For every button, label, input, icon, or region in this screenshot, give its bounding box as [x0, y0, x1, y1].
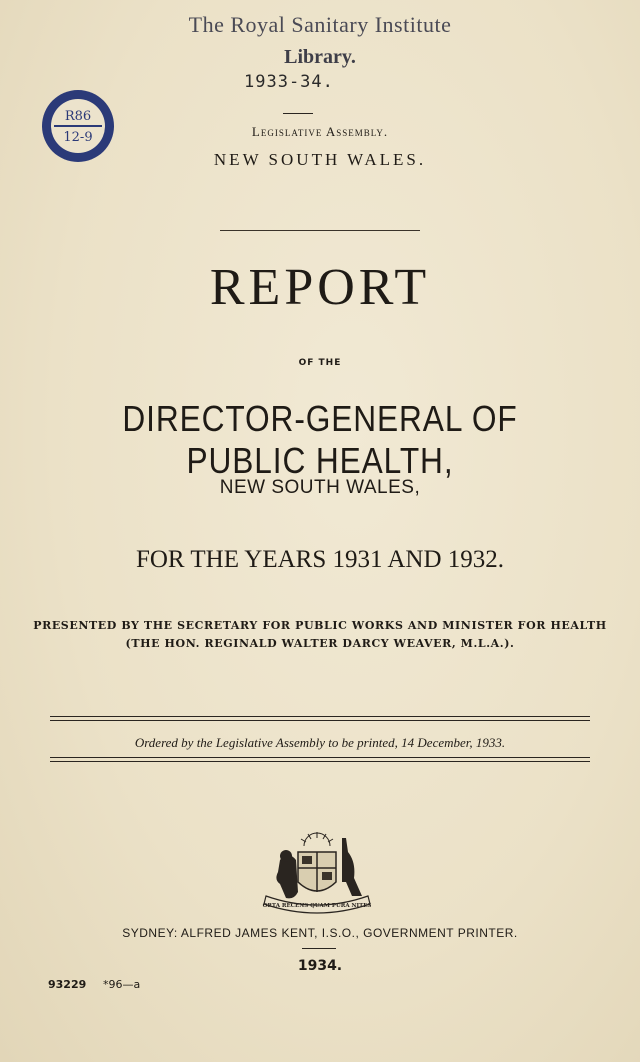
publication-year: 1934. — [297, 958, 343, 974]
crest-motto: ORTA RECENS QUAM PURA NITES — [262, 903, 372, 909]
double-divider-bottom — [50, 757, 590, 762]
ordered-to-be-printed: Ordered by the Legislative Assembly to be printed, 14 December, 1933. — [134, 735, 506, 750]
presented-by-line2: (THE HON. REGINALD WALTER DARCY WEAVER, M.L.A.). — [125, 637, 515, 650]
seal-text-bottom: 12-9 — [63, 130, 93, 145]
stamp-library: Library. — [284, 46, 356, 68]
divider — [302, 948, 336, 949]
director-general-title: DIRECTOR-GENERAL OF PUBLIC HEALTH, — [122, 398, 518, 481]
stamp-year: 1933-34. — [244, 72, 334, 92]
state-name-header: NEW SOUTH WALES. — [213, 150, 427, 169]
state-name-title: NEW SOUTH WALES, — [219, 477, 421, 498]
printer-line: SYDNEY: ALFRED JAMES KENT, I.S.O., GOVERNMENT PRINTER. — [122, 926, 518, 940]
report-title: REPORT — [209, 259, 431, 316]
seal-text-top: R86 — [64, 109, 92, 124]
coat-of-arms-icon — [258, 830, 376, 918]
divider — [220, 230, 420, 231]
divider — [283, 113, 313, 114]
stamp-institute-name: The Royal Sanitary Institute — [188, 12, 452, 37]
legislative-assembly: Legislative Assembly. — [251, 124, 389, 139]
of-the-text: OF THE — [298, 358, 342, 368]
double-divider-top — [50, 716, 590, 721]
print-reference: *96—a — [103, 978, 141, 991]
presented-by-line1: PRESENTED BY THE SECRETARY FOR PUBLIC WORKS AND MINISTER FOR HEALTH — [33, 619, 607, 632]
print-code: 93229 — [48, 978, 87, 991]
report-years: FOR THE YEARS 1931 AND 1932. — [135, 546, 505, 573]
